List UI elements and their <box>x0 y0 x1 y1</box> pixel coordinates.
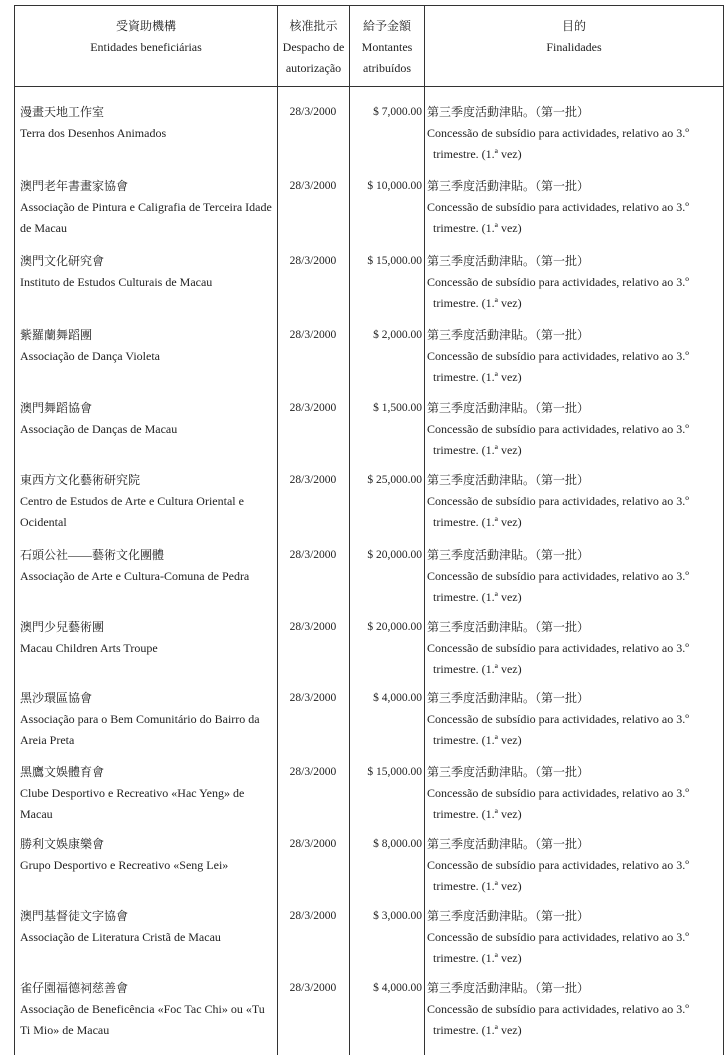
purpose-cell <box>427 470 725 533</box>
dispatch-date: 28/3/2000 <box>289 106 337 118</box>
amount: $ 15,000.00 <box>367 255 422 267</box>
table-row <box>0 251 727 323</box>
header-purposes <box>425 16 723 58</box>
purpose-pt-line1: Concessão de subsídio para actividades, relativo ao 3.º <box>427 349 689 363</box>
header-amounts-pt1: Montantes <box>361 40 413 54</box>
entity-zh: 紫羅蘭舞蹈團 <box>20 328 93 342</box>
purpose-pt-line2: trimestre. (1.ª vez) <box>433 951 522 965</box>
amount: $ 15,000.00 <box>367 766 422 778</box>
purpose-pt-line2: trimestre. (1.ª vez) <box>433 370 522 384</box>
table-row <box>0 102 727 174</box>
purpose-cell <box>427 325 725 388</box>
dispatch-date: 28/3/2000 <box>289 255 337 267</box>
purpose-zh: 第三季度活動津貼。（第一批） <box>427 254 590 268</box>
purpose-pt-line2: trimestre. (1.ª vez) <box>433 590 522 604</box>
header-entities <box>15 16 277 58</box>
purpose-pt-line2: trimestre. (1.ª vez) <box>433 147 522 161</box>
dispatch-date: 28/3/2000 <box>289 621 337 633</box>
header-dispatch-pt1: Despacho de <box>282 40 345 54</box>
purpose-zh: 第三季度活動津貼。（第一批） <box>427 105 590 119</box>
purpose-pt-line2: trimestre. (1.ª vez) <box>433 1023 522 1037</box>
entity-cell <box>20 906 276 948</box>
entity-cell <box>20 978 276 1041</box>
entity-zh: 東西方文化藝術研究院 <box>20 473 141 487</box>
purpose-cell <box>427 398 725 461</box>
entity-pt: Associação de Danças de Macau <box>20 422 178 436</box>
amount: $ 8,000.00 <box>373 838 422 850</box>
purpose-cell <box>427 906 725 969</box>
entity-cell <box>20 102 276 144</box>
amount: $ 20,000.00 <box>367 621 422 633</box>
purpose-pt-line2: trimestre. (1.ª vez) <box>433 733 522 747</box>
entity-pt: Terra dos Desenhos Animados <box>20 126 167 140</box>
dispatch-date: 28/3/2000 <box>289 692 337 704</box>
header-dispatch-zh: 核准批示 <box>289 19 338 33</box>
amount: $ 10,000.00 <box>367 180 422 192</box>
table-row <box>0 978 727 1050</box>
purpose-cell <box>427 545 725 608</box>
table-row <box>0 176 727 248</box>
entity-zh: 漫畫天地工作室 <box>20 105 105 119</box>
dispatch-date: 28/3/2000 <box>289 329 337 341</box>
header-amounts <box>350 16 424 79</box>
purpose-zh: 第三季度活動津貼。（第一批） <box>427 837 590 851</box>
header-amounts-zh: 給予金額 <box>362 19 411 33</box>
amount: $ 25,000.00 <box>367 474 422 486</box>
entity-pt: Associação de Arte e Cultura-Comuna de Pedra <box>20 569 250 583</box>
purpose-zh: 第三季度活動津貼。（第一批） <box>427 328 590 342</box>
table-row <box>0 545 727 617</box>
purpose-pt-line1: Concessão de subsídio para actividades, relativo ao 3.º <box>427 858 689 872</box>
purpose-pt-line1: Concessão de subsídio para actividades, relativo ao 3.º <box>427 712 689 726</box>
purpose-zh: 第三季度活動津貼。（第一批） <box>427 620 590 634</box>
purpose-zh: 第三季度活動津貼。（第一批） <box>427 401 590 415</box>
purpose-zh: 第三季度活動津貼。（第一批） <box>427 473 590 487</box>
entity-zh: 石頭公社——藝術文化團體 <box>20 548 165 562</box>
purpose-cell <box>427 762 725 825</box>
entity-cell <box>20 325 276 367</box>
purpose-pt-line1: Concessão de subsídio para actividades, relativo ao 3.º <box>427 786 689 800</box>
purpose-cell <box>427 978 725 1041</box>
purpose-pt-line1: Concessão de subsídio para actividades, relativo ao 3.º <box>427 641 689 655</box>
purpose-cell <box>427 617 725 680</box>
header-dispatch-pt2: autorização <box>285 61 342 75</box>
purpose-pt-line1: Concessão de subsídio para actividades, relativo ao 3.º <box>427 126 689 140</box>
dispatch-date: 28/3/2000 <box>289 982 337 994</box>
purpose-cell <box>427 834 725 897</box>
amount: $ 3,000.00 <box>373 910 422 922</box>
purpose-pt-line2: trimestre. (1.ª vez) <box>433 879 522 893</box>
purpose-pt-line1: Concessão de subsídio para actividades, relativo ao 3.º <box>427 930 689 944</box>
entity-pt: Associação de Literatura Cristã de Macau <box>20 930 221 944</box>
table-row <box>0 325 727 397</box>
dispatch-date: 28/3/2000 <box>289 910 337 922</box>
entity-zh: 勝利文娛康樂會 <box>20 837 105 851</box>
table-row <box>0 617 727 689</box>
entity-zh: 澳門舞蹈協會 <box>20 401 93 415</box>
purpose-pt-line2: trimestre. (1.ª vez) <box>433 443 522 457</box>
table-row <box>0 398 727 470</box>
amount: $ 7,000.00 <box>373 106 422 118</box>
entity-zh: 黑鷹文娛體育會 <box>20 765 105 779</box>
entity-cell <box>20 545 276 587</box>
entity-cell <box>20 762 276 825</box>
purpose-cell <box>427 251 725 314</box>
purpose-zh: 第三季度活動津貼。（第一批） <box>427 179 590 193</box>
amount: $ 2,000.00 <box>373 329 422 341</box>
table-row <box>0 906 727 978</box>
entity-pt: Macau Children Arts Troupe <box>20 641 158 655</box>
purpose-pt-line1: Concessão de subsídio para actividades, relativo ao 3.º <box>427 200 689 214</box>
dispatch-date: 28/3/2000 <box>289 838 337 850</box>
header-dispatch <box>278 16 349 79</box>
entity-pt: Associação de Beneficência «Foc Tac Chi» ou «Tu Ti Mio» de Macau <box>20 1002 265 1037</box>
purpose-pt-line2: trimestre. (1.ª vez) <box>433 807 522 821</box>
purpose-zh: 第三季度活動津貼。（第一批） <box>427 548 590 562</box>
entity-pt: Centro de Estudos de Arte e Cultura Oriental e Ocidental <box>20 494 244 529</box>
header-entities-pt: Entidades beneficiárias <box>90 40 202 54</box>
entity-cell <box>20 176 276 239</box>
entity-pt: Instituto de Estudos Culturais de Macau <box>20 275 213 289</box>
table-row <box>0 762 727 834</box>
entity-pt: Associação de Dança Violeta <box>20 349 160 363</box>
entity-zh: 澳門文化研究會 <box>20 254 105 268</box>
purpose-cell <box>427 102 725 165</box>
amount: $ 20,000.00 <box>367 549 422 561</box>
entity-pt: Associação para o Bem Comunitário do Bairro da Areia Preta <box>20 712 260 747</box>
entity-pt: Associação de Pintura e Caligrafia de Terceira Idade de Macau <box>20 200 272 235</box>
dispatch-date: 28/3/2000 <box>289 474 337 486</box>
purpose-zh: 第三季度活動津貼。（第一批） <box>427 691 590 705</box>
purpose-cell <box>427 688 725 751</box>
purpose-pt-line1: Concessão de subsídio para actividades, relativo ao 3.º <box>427 494 689 508</box>
entity-pt: Grupo Desportivo e Recreativo «Seng Lei» <box>20 858 229 872</box>
header-purposes-zh: 目的 <box>561 19 586 33</box>
entity-cell <box>20 834 276 876</box>
table-row <box>0 470 727 542</box>
amount: $ 4,000.00 <box>373 982 422 994</box>
purpose-cell <box>427 176 725 239</box>
purpose-zh: 第三季度活動津貼。（第一批） <box>427 909 590 923</box>
entity-zh: 澳門老年書畫家協會 <box>20 179 129 193</box>
entity-zh: 黑沙環區協會 <box>20 691 93 705</box>
purpose-zh: 第三季度活動津貼。（第一批） <box>427 765 590 779</box>
purpose-pt-line1: Concessão de subsídio para actividades, relativo ao 3.º <box>427 422 689 436</box>
purpose-zh: 第三季度活動津貼。（第一批） <box>427 981 590 995</box>
entity-zh: 雀仔園福德祠慈善會 <box>20 981 129 995</box>
header-purposes-pt: Finalidades <box>546 40 602 54</box>
header-bottom-border <box>14 86 724 87</box>
entity-cell <box>20 688 276 751</box>
table-row <box>0 834 727 906</box>
amount: $ 4,000.00 <box>373 692 422 704</box>
dispatch-date: 28/3/2000 <box>289 549 337 561</box>
purpose-pt-line2: trimestre. (1.ª vez) <box>433 296 522 310</box>
entity-cell <box>20 251 276 293</box>
entity-pt: Clube Desportivo e Recreativo «Hac Yeng» de Macau <box>20 786 245 821</box>
purpose-pt-line1: Concessão de subsídio para actividades, relativo ao 3.º <box>427 275 689 289</box>
entity-zh: 澳門基督徒文字協會 <box>20 909 129 923</box>
purpose-pt-line1: Concessão de subsídio para actividades, relativo ao 3.º <box>427 569 689 583</box>
purpose-pt-line2: trimestre. (1.ª vez) <box>433 662 522 676</box>
dispatch-date: 28/3/2000 <box>289 402 337 414</box>
entity-zh: 澳門少兒藝術團 <box>20 620 105 634</box>
entity-cell <box>20 617 276 659</box>
purpose-pt-line2: trimestre. (1.ª vez) <box>433 221 522 235</box>
entity-cell <box>20 398 276 440</box>
dispatch-date: 28/3/2000 <box>289 766 337 778</box>
entity-cell <box>20 470 276 533</box>
amount: $ 1,500.00 <box>373 402 422 414</box>
purpose-pt-line2: trimestre. (1.ª vez) <box>433 515 522 529</box>
header-amounts-pt2: atribuídos <box>363 61 411 75</box>
header-entities-zh: 受資助機構 <box>115 19 176 33</box>
dispatch-date: 28/3/2000 <box>289 180 337 192</box>
table-top-border <box>14 5 724 6</box>
purpose-pt-line1: Concessão de subsídio para actividades, relativo ao 3.º <box>427 1002 689 1016</box>
table-row <box>0 688 727 760</box>
